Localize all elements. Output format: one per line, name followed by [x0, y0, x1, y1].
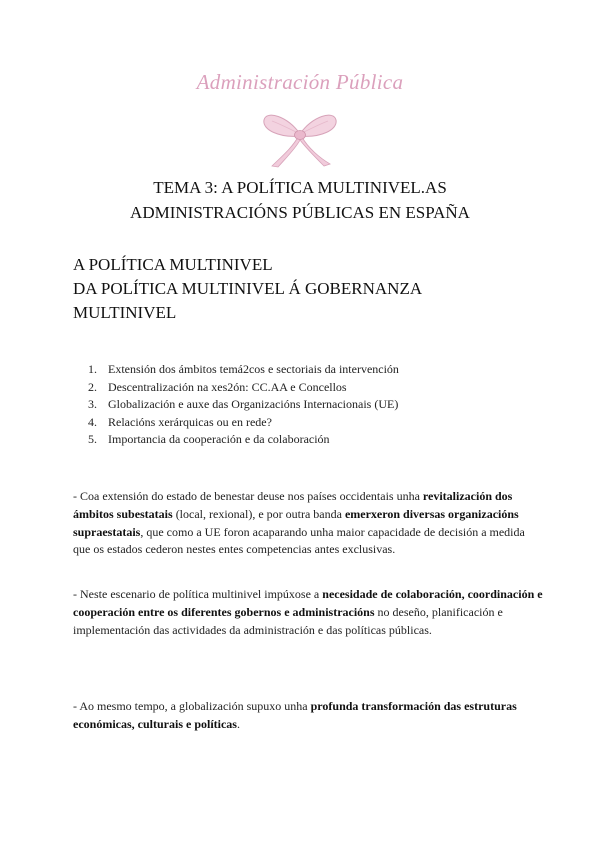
outline-item-number: 5. — [88, 432, 97, 447]
outline-item — [88, 379, 548, 397]
outline-item-number: 2. — [88, 379, 97, 394]
paragraph-text: (local, rexional), e por outra banda — [172, 506, 345, 521]
outline-item-text: Globalización e auxe das Organizacións Internacionais (UE) — [108, 397, 399, 412]
section-heading-line: A POLÍTICA MULTINIVEL — [73, 255, 273, 274]
paragraph-text: . — [236, 716, 240, 731]
outline-item-text: Descentralización na xes2ón: CC.AA e Concellos — [108, 379, 347, 394]
paragraph-text: - Neste escenario de política multinivel impúxose a — [73, 587, 323, 601]
body-paragraph — [73, 698, 543, 734]
outline-item-text: Relacións xerárquicas ou en rede? — [108, 414, 272, 429]
paragraph-bold-text: revitalización dos ámbitos subestatais — [73, 489, 513, 521]
outline-item — [88, 396, 548, 414]
paragraph-text: , que como a UE foron acaparando unha maior capacidade de decisión a medida que os estados cederon nestes entes competencias antes exclusivas. — [73, 524, 525, 557]
paragraph-bold-text: necesidade de colaboración, coordinación e cooperación entre os diferentes gobernos e administracións — [73, 587, 543, 619]
outline-item — [88, 361, 548, 379]
topic-title — [40, 175, 560, 225]
outline-item — [88, 431, 548, 449]
section-heading — [73, 253, 543, 325]
outline-item-number: 3. — [88, 397, 97, 412]
topic-title-line: TEMA 3: A POLÍTICA MULTINIVEL.AS — [153, 178, 447, 197]
body-paragraph — [73, 586, 543, 639]
topic-title-line: ADMINISTRACIÓNS PÚBLICAS EN ESPAÑA — [130, 203, 470, 222]
document-header-title: Administración Pública — [196, 70, 404, 94]
paragraph-text: no deseño, planificación e implementación das actividades da administración e das políticas públicas. — [73, 604, 503, 637]
paragraph-text: - Coa extensión do estado de benestar deuse nos países occidentais unha — [73, 489, 423, 503]
outline-item-number: 4. — [88, 414, 97, 429]
paragraph-bold-text: emerxeron diversas organizacións supraestatais — [73, 506, 519, 539]
topic-outline-list — [88, 361, 548, 449]
ribbon-bow-icon — [258, 106, 342, 170]
paragraph-text: - Ao mesmo tempo, a globalización supuxo unha — [73, 699, 311, 713]
section-heading-line: MULTINIVEL — [73, 303, 177, 322]
section-heading-line: DA POLÍTICA MULTINIVEL Á GOBERNANZA — [73, 279, 423, 298]
body-paragraph — [73, 488, 543, 559]
outline-item-text: Extensión dos ámbitos temá2cos e sectoriais da intervención — [108, 362, 399, 376]
outline-item — [88, 414, 548, 432]
outline-item-number: 1. — [88, 362, 97, 376]
paragraph-bold-text: profunda transformación das estruturas económicas, culturais e políticas — [73, 699, 517, 731]
outline-item-text: Importancia da cooperación e da colaboración — [108, 432, 330, 447]
